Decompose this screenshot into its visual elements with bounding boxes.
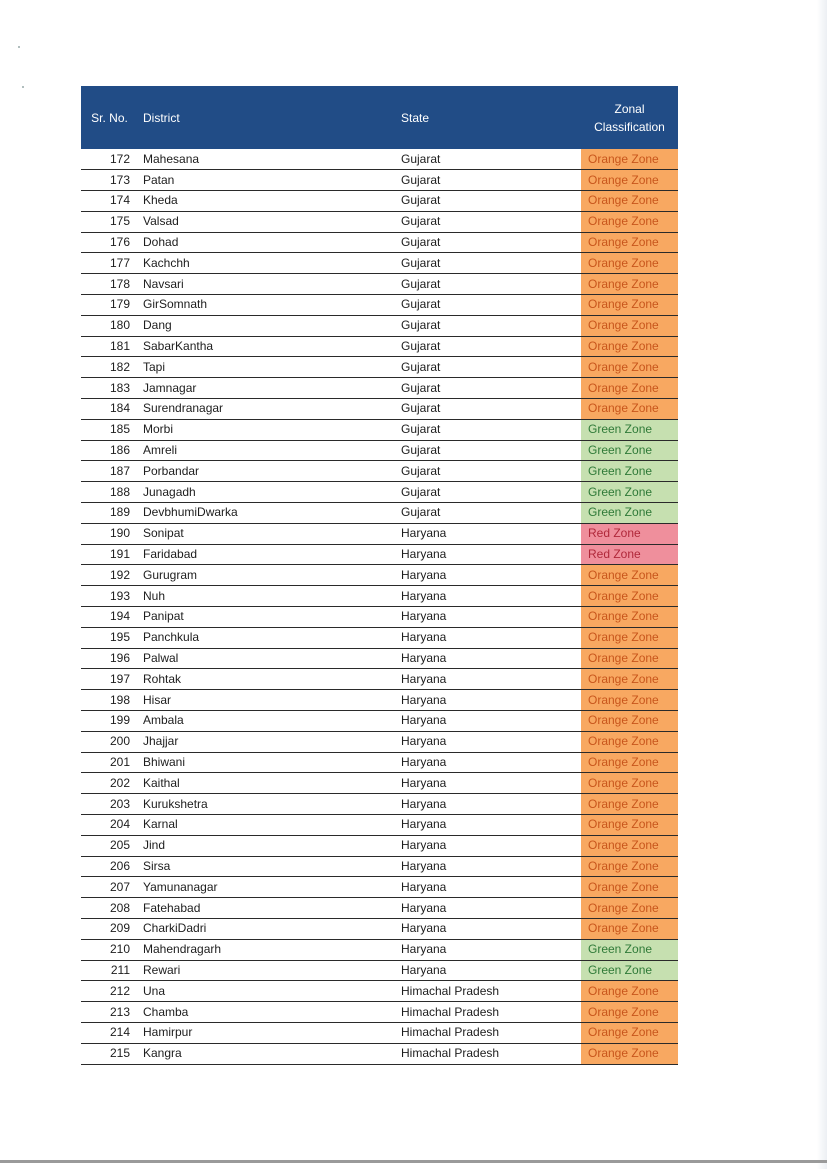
state-cell: Haryana (396, 731, 581, 752)
state-cell: Gujarat (396, 149, 581, 170)
state-cell: Gujarat (396, 315, 581, 336)
table-row (81, 627, 678, 648)
zone-cell: Orange Zone (581, 711, 678, 732)
sr-no-cell: 197 (81, 669, 138, 690)
state-cell: Haryana (396, 939, 581, 960)
sr-no-cell: 195 (81, 627, 138, 648)
sr-no-cell: 207 (81, 877, 138, 898)
district-cell: Valsad (138, 211, 396, 232)
zone-cell: Green Zone (581, 440, 678, 461)
scan-speck (18, 46, 20, 48)
state-cell: Gujarat (396, 253, 581, 274)
sr-no-cell: 210 (81, 939, 138, 960)
district-cell: Panchkula (138, 627, 396, 648)
sr-no-cell: 174 (81, 191, 138, 212)
sr-no-cell: 199 (81, 711, 138, 732)
state-cell: Gujarat (396, 378, 581, 399)
sr-no-cell: 205 (81, 835, 138, 856)
table-row (81, 815, 678, 836)
table-row (81, 378, 678, 399)
state-cell: Gujarat (396, 295, 581, 316)
district-cell: Fatehabad (138, 898, 396, 919)
sr-no-cell: 198 (81, 690, 138, 711)
state-cell: Haryana (396, 794, 581, 815)
sr-no-cell: 194 (81, 607, 138, 628)
sr-no-cell: 196 (81, 648, 138, 669)
district-cell: Kaithal (138, 773, 396, 794)
sr-no-cell: 200 (81, 731, 138, 752)
zone-cell: Orange Zone (581, 981, 678, 1002)
table-row (81, 607, 678, 628)
sr-no-cell: 172 (81, 149, 138, 170)
state-cell: Gujarat (396, 482, 581, 503)
district-cell: Kurukshetra (138, 794, 396, 815)
sr-no-cell: 178 (81, 274, 138, 295)
state-cell: Gujarat (396, 440, 581, 461)
zone-cell: Orange Zone (581, 1043, 678, 1064)
district-cell: Patan (138, 170, 396, 191)
sr-no-cell: 214 (81, 1022, 138, 1043)
district-cell: Kachchh (138, 253, 396, 274)
table-row (81, 232, 678, 253)
sr-no-cell: 187 (81, 461, 138, 482)
table-header-row (81, 86, 678, 149)
table-row (81, 419, 678, 440)
zone-cell: Orange Zone (581, 295, 678, 316)
state-cell: Haryana (396, 544, 581, 565)
sr-no-cell: 209 (81, 918, 138, 939)
zone-cell: Orange Zone (581, 211, 678, 232)
state-cell: Haryana (396, 835, 581, 856)
sr-no-cell: 181 (81, 336, 138, 357)
zone-cell: Orange Zone (581, 607, 678, 628)
table-row (81, 253, 678, 274)
table-row (81, 399, 678, 420)
zone-cell: Green Zone (581, 461, 678, 482)
state-cell: Haryana (396, 815, 581, 836)
district-cell: Dang (138, 315, 396, 336)
table-row (81, 898, 678, 919)
zone-cell: Orange Zone (581, 856, 678, 877)
district-cell: Sonipat (138, 523, 396, 544)
sr-no-cell: 182 (81, 357, 138, 378)
zone-cell: Orange Zone (581, 315, 678, 336)
zone-cell: Orange Zone (581, 773, 678, 794)
district-cell: Amreli (138, 440, 396, 461)
sr-no-cell: 177 (81, 253, 138, 274)
state-cell: Haryana (396, 690, 581, 711)
district-cell: Mahesana (138, 149, 396, 170)
zone-cell: Orange Zone (581, 731, 678, 752)
sr-no-cell: 190 (81, 523, 138, 544)
zone-cell: Orange Zone (581, 253, 678, 274)
sr-no-cell: 211 (81, 960, 138, 981)
table-row (81, 1002, 678, 1023)
district-cell: Hamirpur (138, 1022, 396, 1043)
table-row (81, 856, 678, 877)
district-cell: Junagadh (138, 482, 396, 503)
district-cell: Rewari (138, 960, 396, 981)
zone-cell: Orange Zone (581, 794, 678, 815)
zone-cell: Orange Zone (581, 191, 678, 212)
zone-cell: Orange Zone (581, 627, 678, 648)
table-row (81, 669, 678, 690)
sr-no-cell: 202 (81, 773, 138, 794)
district-cell: Surendranagar (138, 399, 396, 420)
zone-cell: Orange Zone (581, 170, 678, 191)
zone-cell: Orange Zone (581, 815, 678, 836)
sr-no-cell: 188 (81, 482, 138, 503)
sr-no-cell: 186 (81, 440, 138, 461)
table-row (81, 336, 678, 357)
scan-page-edge (817, 0, 827, 1169)
district-cell: Una (138, 981, 396, 1002)
district-cell: Morbi (138, 419, 396, 440)
district-cell: Rohtak (138, 669, 396, 690)
table-row (81, 357, 678, 378)
table-body (81, 149, 678, 1064)
header-state: State (396, 86, 581, 149)
state-cell: Gujarat (396, 503, 581, 524)
zone-cell: Green Zone (581, 960, 678, 981)
district-cell: Bhiwani (138, 752, 396, 773)
table-row (81, 440, 678, 461)
zone-cell: Orange Zone (581, 586, 678, 607)
state-cell: Haryana (396, 565, 581, 586)
zone-cell: Orange Zone (581, 565, 678, 586)
state-cell: Himachal Pradesh (396, 1022, 581, 1043)
table-row (81, 315, 678, 336)
header-zonal-classification (581, 86, 678, 149)
sr-no-cell: 180 (81, 315, 138, 336)
sr-no-cell: 208 (81, 898, 138, 919)
state-cell: Haryana (396, 898, 581, 919)
state-cell: Haryana (396, 752, 581, 773)
table-row (81, 648, 678, 669)
zone-cell: Orange Zone (581, 835, 678, 856)
zone-cell: Orange Zone (581, 1002, 678, 1023)
state-cell: Gujarat (396, 419, 581, 440)
state-cell: Gujarat (396, 191, 581, 212)
sr-no-cell: 203 (81, 794, 138, 815)
header-zonal-line2: Classification (594, 119, 665, 134)
zone-cell: Orange Zone (581, 149, 678, 170)
table-row (81, 960, 678, 981)
state-cell: Gujarat (396, 274, 581, 295)
district-cell: Palwal (138, 648, 396, 669)
state-cell: Haryana (396, 669, 581, 690)
zone-cell: Orange Zone (581, 877, 678, 898)
header-district: District (138, 86, 396, 149)
table-row (81, 482, 678, 503)
table-row (81, 835, 678, 856)
table-row (81, 690, 678, 711)
table-row (81, 274, 678, 295)
zone-cell: Orange Zone (581, 232, 678, 253)
state-cell: Himachal Pradesh (396, 1043, 581, 1064)
table-row (81, 877, 678, 898)
table-row (81, 523, 678, 544)
table-row (81, 752, 678, 773)
sr-no-cell: 201 (81, 752, 138, 773)
table-row (81, 1022, 678, 1043)
table-row (81, 211, 678, 232)
table-row (81, 295, 678, 316)
district-cell: DevbhumiDwarka (138, 503, 396, 524)
state-cell: Haryana (396, 856, 581, 877)
table-row (81, 918, 678, 939)
zone-cell: Orange Zone (581, 648, 678, 669)
district-cell: Gurugram (138, 565, 396, 586)
sr-no-cell: 191 (81, 544, 138, 565)
zone-cell: Orange Zone (581, 752, 678, 773)
table-row (81, 544, 678, 565)
zone-cell: Orange Zone (581, 357, 678, 378)
zone-cell: Green Zone (581, 419, 678, 440)
district-cell: Kangra (138, 1043, 396, 1064)
sr-no-cell: 204 (81, 815, 138, 836)
table-row (81, 461, 678, 482)
state-cell: Haryana (396, 648, 581, 669)
district-cell: Ambala (138, 711, 396, 732)
table-row (81, 711, 678, 732)
district-cell: Tapi (138, 357, 396, 378)
zone-cell: Green Zone (581, 939, 678, 960)
sr-no-cell: 176 (81, 232, 138, 253)
zone-cell: Green Zone (581, 503, 678, 524)
table-row (81, 1043, 678, 1064)
state-cell: Himachal Pradesh (396, 981, 581, 1002)
sr-no-cell: 184 (81, 399, 138, 420)
state-cell: Gujarat (396, 232, 581, 253)
sr-no-cell: 212 (81, 981, 138, 1002)
zonal-classification-table (81, 86, 678, 1065)
table-row (81, 939, 678, 960)
scan-bottom-border (0, 1160, 827, 1163)
district-cell: Kheda (138, 191, 396, 212)
state-cell: Haryana (396, 586, 581, 607)
sr-no-cell: 215 (81, 1043, 138, 1064)
district-cell: Jhajjar (138, 731, 396, 752)
header-zonal-line1: Zonal (614, 101, 645, 116)
zone-cell: Green Zone (581, 482, 678, 503)
zone-cell: Orange Zone (581, 1022, 678, 1043)
state-cell: Gujarat (396, 336, 581, 357)
state-cell: Haryana (396, 773, 581, 794)
state-cell: Gujarat (396, 211, 581, 232)
sr-no-cell: 193 (81, 586, 138, 607)
district-cell: Yamunanagar (138, 877, 396, 898)
district-cell: Porbandar (138, 461, 396, 482)
zone-cell: Orange Zone (581, 690, 678, 711)
state-cell: Haryana (396, 711, 581, 732)
scan-speck (22, 86, 24, 88)
table-row (81, 773, 678, 794)
district-cell: Faridabad (138, 544, 396, 565)
table-row (81, 981, 678, 1002)
district-cell: Hisar (138, 690, 396, 711)
district-cell: Karnal (138, 815, 396, 836)
table-row (81, 503, 678, 524)
zone-cell: Orange Zone (581, 898, 678, 919)
zone-cell: Orange Zone (581, 918, 678, 939)
district-cell: Mahendragarh (138, 939, 396, 960)
zone-cell: Orange Zone (581, 336, 678, 357)
state-cell: Haryana (396, 523, 581, 544)
sr-no-cell: 173 (81, 170, 138, 191)
district-cell: Sirsa (138, 856, 396, 877)
state-cell: Haryana (396, 960, 581, 981)
sr-no-cell: 185 (81, 419, 138, 440)
table-row (81, 794, 678, 815)
state-cell: Haryana (396, 918, 581, 939)
table-row (81, 565, 678, 586)
sr-no-cell: 179 (81, 295, 138, 316)
state-cell: Gujarat (396, 357, 581, 378)
state-cell: Himachal Pradesh (396, 1002, 581, 1023)
sr-no-cell: 213 (81, 1002, 138, 1023)
table-row (81, 191, 678, 212)
zone-cell: Orange Zone (581, 378, 678, 399)
district-cell: GirSomnath (138, 295, 396, 316)
state-cell: Haryana (396, 877, 581, 898)
table-row (81, 731, 678, 752)
district-cell: Navsari (138, 274, 396, 295)
district-cell: CharkiDadri (138, 918, 396, 939)
zone-cell: Orange Zone (581, 399, 678, 420)
state-cell: Haryana (396, 607, 581, 628)
zone-cell: Red Zone (581, 523, 678, 544)
zone-cell: Orange Zone (581, 669, 678, 690)
state-cell: Gujarat (396, 170, 581, 191)
sr-no-cell: 183 (81, 378, 138, 399)
state-cell: Haryana (396, 627, 581, 648)
state-cell: Gujarat (396, 399, 581, 420)
sr-no-cell: 192 (81, 565, 138, 586)
zone-cell: Orange Zone (581, 274, 678, 295)
header-sr-no: Sr. No. (81, 86, 138, 149)
district-cell: SabarKantha (138, 336, 396, 357)
table-row (81, 170, 678, 191)
table-row (81, 149, 678, 170)
table-row (81, 586, 678, 607)
district-cell: Panipat (138, 607, 396, 628)
district-cell: Jind (138, 835, 396, 856)
district-cell: Nuh (138, 586, 396, 607)
district-cell: Chamba (138, 1002, 396, 1023)
sr-no-cell: 206 (81, 856, 138, 877)
district-cell: Dohad (138, 232, 396, 253)
sr-no-cell: 189 (81, 503, 138, 524)
sr-no-cell: 175 (81, 211, 138, 232)
zone-cell: Red Zone (581, 544, 678, 565)
state-cell: Gujarat (396, 461, 581, 482)
district-cell: Jamnagar (138, 378, 396, 399)
